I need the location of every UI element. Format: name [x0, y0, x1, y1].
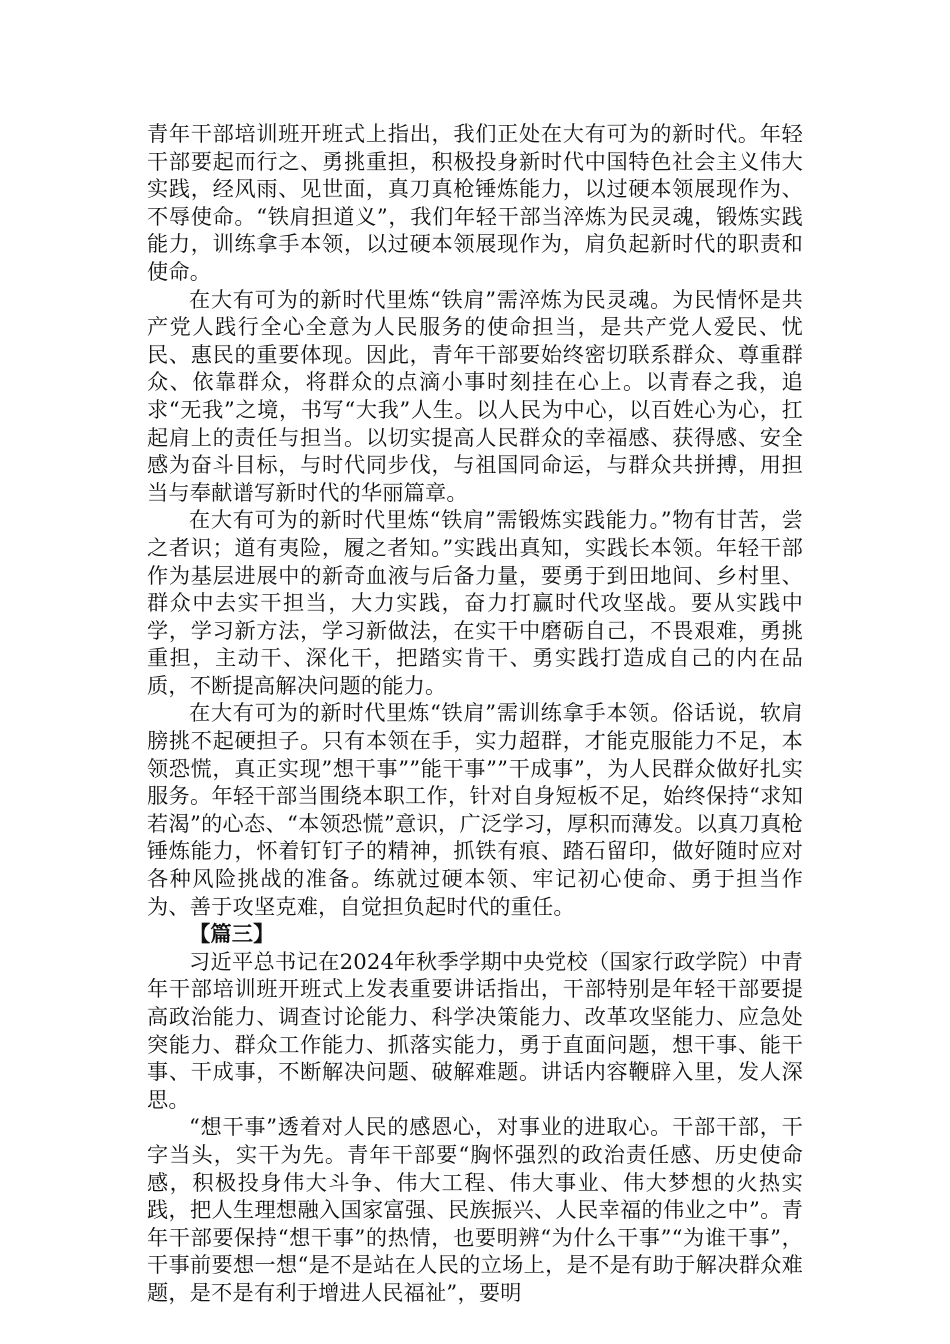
document-page — [147, 0, 803, 1344]
paragraph: “想干事”透着对人民的感恩心，对事业的进取心。干部干部，干字当头，实干为先。青年干部要“胸怀强烈的政治责任感、历史使命感，积极投身伟大斗争、伟大工程、伟大事业、伟大梦想的火热实践，把人生理想融入国家富强、民族振兴、人民幸福的伟业之中”。青年干部要保持“想干事”的热情，也要明辨“为什么干事”“为谁干事”，干事前要想一想“是不是站在人民的立场上，是不是有助于解决群众难题，是不是有利于增进人民福祉”，要明 — [147, 1114, 803, 1305]
document-body — [147, 120, 803, 1307]
section-heading: 【篇三】 — [189, 921, 275, 947]
paragraph: 在大有可为的新时代里炼“铁肩”需锻炼实践能力。”物有甘苦，尝之者识；道有夷险，履之者知。”实践出真知，实践长本领。年轻干部作为基层进展中的新奇血液与后备力量，要勇于到田地间、乡村里、群众中去实干担当，大力实践，奋力打赢时代攻坚战。要从实践中学，学习新方法，学习新做法，在实干中磨砺自己，不畏艰难，勇挑重担，主动干、深化干，把踏实肯干、勇实践打造成自己的内在品质，不断提高解决问题的能力。 — [147, 507, 803, 698]
paragraph: 青年干部培训班开班式上指出，我们正处在大有可为的新时代。年轻干部要起而行之、勇挑重担，积极投身新时代中国特色社会主义伟大实践，经风雨、见世面，真刀真枪锤炼能力，以过硬本领展现作为、不辱使命。“铁肩担道义”，我们年轻干部当淬炼为民灵魂，锻炼实践能力，训练拿手本领，以过硬本领展现作为，肩负起新时代的职责和使命。 — [147, 121, 803, 284]
paragraph: 习近平总书记在2024年秋季学期中央党校（国家行政学院）中青年干部培训班开班式上发表重要讲话指出，干部特别是年轻干部要提高政治能力、调查讨论能力、科学决策能力、改革攻坚能力、应急处突能力、群众工作能力、抓落实能力，勇于直面问题，想干事、能干事、干成事，不断解决问题、破解难题。讲话内容鞭辟入里，发人深思。 — [147, 948, 803, 1112]
paragraph: 在大有可为的新时代里炼“铁肩”需训练拿手本领。俗话说，软肩膀挑不起硬担子。只有本领在手，实力超群，才能克服能力不足，本领恐慌，真正实现”想干事””能干事””干成事”，为人民群众做好扎实服务。年轻干部当围绕本职工作，针对自身短板不足，始终保持“求知若渴”的心态、“本领恐慌”意识，广泛学习，厚积而薄发。以真刀真枪锤炼能力，怀着钉钉子的精神，抓铁有痕、踏石留印，做好随时应对各种风险挑战的准备。练就过硬本领、牢记初心使命、勇于担当作为、善于攻坚克难，自觉担负起时代的重任。 — [147, 700, 803, 919]
paragraph: 在大有可为的新时代里炼“铁肩”需淬炼为民灵魂。为民情怀是共产党人践行全心全意为人民服务的使命担当，是共产党人爱民、忧民、惠民的重要体现。因此，青年干部要始终密切联系群众、尊重群众、依靠群众，将群众的点滴小事时刻挂在心上。以青春之我，追求“无我”之境，书写“大我”人生。以人民为中心，以百姓心为心，扛起肩上的责任与担当。以切实提高人民群众的幸福感、获得感、安全感为奋斗目标，与时代同步伐，与祖国同命运，与群众共拼搏，用担当与奉献谱写新时代的华丽篇章。 — [147, 286, 803, 505]
